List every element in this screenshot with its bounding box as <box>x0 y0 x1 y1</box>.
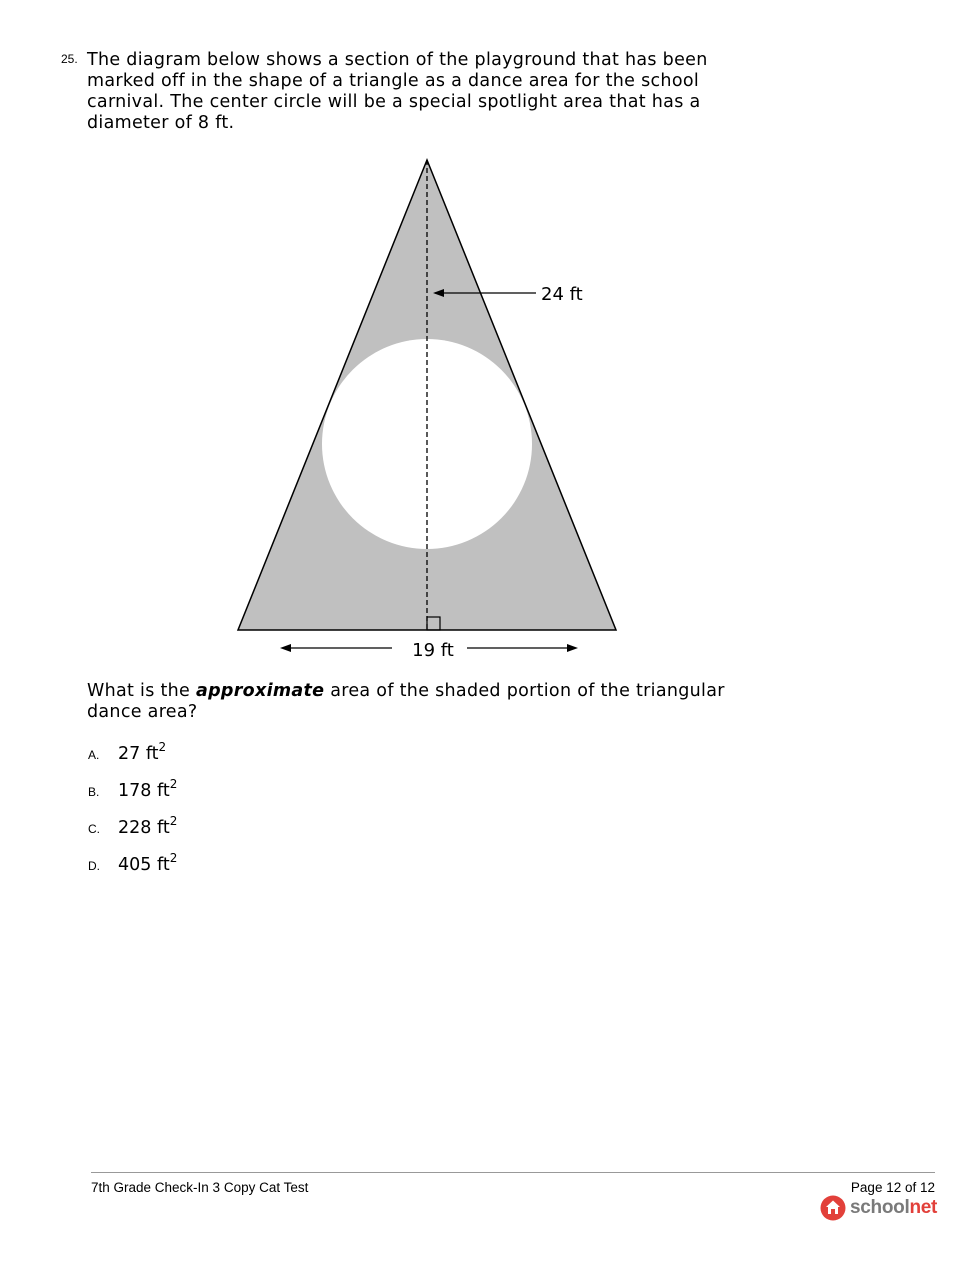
schoolnet-logo <box>820 1194 937 1222</box>
choice-value: 228 $ft^2$ <box>118 814 178 838</box>
choice-value: 178 $ft^2$ <box>118 777 178 801</box>
choice-value: 405 $ft^2$ <box>118 851 178 875</box>
question-number: 25. <box>61 52 78 66</box>
prompt-emphasis: approximate <box>195 681 325 701</box>
base-arrowhead-left <box>280 644 291 652</box>
base-label: 19 ft <box>412 640 454 661</box>
house-icon <box>820 1195 846 1221</box>
question-prompt <box>87 681 767 723</box>
base-arrowhead-right <box>567 644 578 652</box>
footer-test-title: 7th Grade Check-In 3 Copy Cat Test <box>91 1180 309 1195</box>
choice-value: 27 $ft^2$ <box>118 740 167 764</box>
choice-letter: D. <box>88 859 100 873</box>
question-text: The diagram below shows a section of the playground that has been marked off in the shape of a triangle as a dance area for the school carnival. The center circle will be a special spotlight area that has a diameter of 8 ft. <box>87 50 708 133</box>
height-label: 24 ft <box>541 284 583 305</box>
prompt-text-before: What is the <box>87 681 196 701</box>
footer-divider <box>91 1172 935 1173</box>
footer-page-number: Page 12 of 12 <box>850 1180 935 1195</box>
prompt-text-after: area of the shaded portion of the triangular dance area? <box>87 681 725 722</box>
logo-wordmark: schoolnet <box>850 1197 938 1218</box>
choice-letter: B. <box>88 785 100 799</box>
choice-letter: C. <box>88 822 100 836</box>
choice-letter: A. <box>88 748 100 762</box>
triangle-diagram <box>230 150 620 670</box>
